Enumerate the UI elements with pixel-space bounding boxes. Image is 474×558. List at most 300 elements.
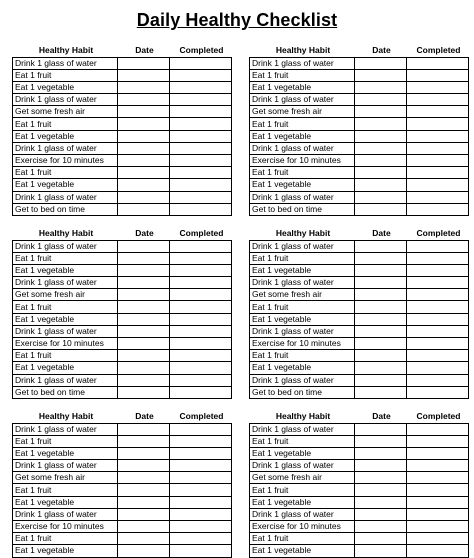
habit-column-header: Healthy Habit (275, 410, 331, 421)
completed-cell[interactable] (407, 289, 469, 301)
table-row (13, 301, 232, 313)
date-cell[interactable] (118, 508, 170, 520)
habit-cell: Get to bed on time (13, 203, 118, 215)
table-row (250, 521, 469, 533)
habit-column-header: Healthy Habit (275, 227, 331, 238)
date-cell[interactable] (118, 545, 170, 557)
date-cell[interactable] (118, 167, 170, 179)
table-row (250, 277, 469, 289)
completed-cell[interactable] (170, 521, 232, 533)
habit-cell: Drink 1 glass of water (250, 460, 355, 472)
table-row (250, 94, 469, 106)
completed-cell[interactable] (170, 423, 232, 435)
completed-cell[interactable] (170, 155, 232, 167)
date-cell[interactable] (355, 521, 407, 533)
table-row (13, 496, 232, 508)
habit-cell: Eat 1 fruit (250, 252, 355, 264)
completed-cell[interactable] (407, 338, 469, 350)
habit-cell: Eat 1 vegetable (250, 130, 355, 142)
table-row (250, 435, 469, 447)
habit-cell: Eat 1 fruit (250, 484, 355, 496)
habit-cell: Get to bed on time (250, 203, 355, 215)
completed-cell[interactable] (170, 94, 232, 106)
completed-column-header: Completed (179, 227, 224, 238)
completed-cell[interactable] (407, 106, 469, 118)
date-cell[interactable] (118, 521, 170, 533)
table-row (250, 167, 469, 179)
date-cell[interactable] (118, 313, 170, 325)
date-cell[interactable] (118, 350, 170, 362)
table-row (250, 57, 469, 69)
date-cell[interactable] (118, 240, 170, 252)
date-cell[interactable] (355, 460, 407, 472)
habit-cell: Eat 1 fruit (250, 301, 355, 313)
table-row (13, 167, 232, 179)
checklist-table (249, 227, 469, 399)
date-cell[interactable] (355, 447, 407, 459)
table-row (250, 496, 469, 508)
completed-cell[interactable] (407, 545, 469, 557)
checklist-table (12, 227, 232, 399)
checklist-table (12, 410, 232, 558)
table-row (13, 81, 232, 93)
date-cell[interactable] (118, 155, 170, 167)
date-cell[interactable] (118, 142, 170, 154)
completed-cell[interactable] (407, 484, 469, 496)
table-header-row (250, 410, 469, 423)
completed-cell[interactable] (407, 374, 469, 386)
habit-column-header: Healthy Habit (38, 227, 94, 238)
habit-cell: Eat 1 vegetable (250, 362, 355, 374)
table-row (13, 386, 232, 398)
date-cell[interactable] (118, 460, 170, 472)
habit-cell: Eat 1 vegetable (250, 179, 355, 191)
table-row (250, 313, 469, 325)
date-cell[interactable] (118, 362, 170, 374)
completed-cell[interactable] (170, 545, 232, 557)
completed-cell[interactable] (170, 386, 232, 398)
habit-cell: Eat 1 fruit (13, 69, 118, 81)
completed-cell[interactable] (170, 191, 232, 203)
completed-cell[interactable] (170, 130, 232, 142)
table-row (250, 484, 469, 496)
completed-cell[interactable] (407, 203, 469, 215)
date-cell[interactable] (355, 179, 407, 191)
completed-cell[interactable] (407, 386, 469, 398)
completed-cell[interactable] (170, 81, 232, 93)
date-cell[interactable] (118, 386, 170, 398)
completed-cell[interactable] (170, 374, 232, 386)
habit-cell: Eat 1 fruit (250, 435, 355, 447)
table-row (13, 350, 232, 362)
habit-cell: Eat 1 vegetable (13, 362, 118, 374)
date-cell[interactable] (355, 118, 407, 130)
date-cell[interactable] (355, 203, 407, 215)
habit-cell: Drink 1 glass of water (13, 94, 118, 106)
checklist-table (12, 44, 232, 216)
table-row (13, 57, 232, 69)
date-cell[interactable] (118, 325, 170, 337)
habit-cell: Drink 1 glass of water (13, 277, 118, 289)
completed-cell[interactable] (407, 57, 469, 69)
completed-cell[interactable] (407, 435, 469, 447)
habit-cell: Drink 1 glass of water (250, 325, 355, 337)
date-cell[interactable] (355, 69, 407, 81)
date-cell[interactable] (118, 191, 170, 203)
completed-cell[interactable] (170, 325, 232, 337)
date-cell[interactable] (355, 338, 407, 350)
habit-cell: Eat 1 vegetable (13, 313, 118, 325)
date-cell[interactable] (355, 264, 407, 276)
completed-cell[interactable] (170, 362, 232, 374)
date-cell[interactable] (355, 374, 407, 386)
completed-cell[interactable] (407, 191, 469, 203)
table-row (13, 142, 232, 154)
completed-column-header: Completed (416, 44, 461, 55)
completed-cell[interactable] (407, 460, 469, 472)
table-header-row (13, 410, 232, 423)
habit-cell: Drink 1 glass of water (250, 277, 355, 289)
habit-cell: Get to bed on time (13, 386, 118, 398)
date-cell[interactable] (355, 533, 407, 545)
completed-cell[interactable] (170, 264, 232, 276)
habit-cell: Eat 1 vegetable (250, 313, 355, 325)
date-cell[interactable] (355, 325, 407, 337)
completed-cell[interactable] (407, 94, 469, 106)
table-header-row (250, 227, 469, 240)
table-row (250, 301, 469, 313)
date-cell[interactable] (118, 57, 170, 69)
date-cell[interactable] (355, 277, 407, 289)
table-row (250, 106, 469, 118)
table-row (13, 362, 232, 374)
completed-cell[interactable] (170, 57, 232, 69)
completed-cell[interactable] (407, 277, 469, 289)
completed-cell[interactable] (170, 496, 232, 508)
habit-cell: Get some fresh air (13, 289, 118, 301)
completed-cell[interactable] (407, 142, 469, 154)
table-row (250, 289, 469, 301)
completed-cell[interactable] (170, 167, 232, 179)
completed-cell[interactable] (170, 472, 232, 484)
completed-cell[interactable] (170, 350, 232, 362)
habit-cell: Eat 1 fruit (13, 350, 118, 362)
table-row (250, 374, 469, 386)
date-cell[interactable] (355, 545, 407, 557)
date-cell[interactable] (118, 289, 170, 301)
completed-column-header: Completed (416, 227, 461, 238)
habit-cell: Eat 1 fruit (250, 533, 355, 545)
completed-cell[interactable] (170, 447, 232, 459)
completed-cell[interactable] (407, 447, 469, 459)
table-row (250, 545, 469, 557)
date-cell[interactable] (118, 130, 170, 142)
completed-cell[interactable] (407, 496, 469, 508)
table-row (13, 252, 232, 264)
completed-cell[interactable] (407, 179, 469, 191)
habit-cell: Eat 1 vegetable (250, 545, 355, 557)
habit-cell: Get some fresh air (250, 106, 355, 118)
habit-cell: Eat 1 vegetable (13, 447, 118, 459)
date-cell[interactable] (355, 484, 407, 496)
habit-cell: Drink 1 glass of water (13, 460, 118, 472)
habit-cell: Get some fresh air (13, 472, 118, 484)
table-row (13, 106, 232, 118)
completed-cell[interactable] (170, 106, 232, 118)
completed-cell[interactable] (407, 508, 469, 520)
completed-cell[interactable] (170, 338, 232, 350)
habit-cell: Eat 1 fruit (13, 435, 118, 447)
habit-cell: Eat 1 vegetable (13, 264, 118, 276)
date-cell[interactable] (355, 191, 407, 203)
table-header-row (13, 227, 232, 240)
completed-cell[interactable] (170, 301, 232, 313)
table-row (13, 447, 232, 459)
table-row (250, 179, 469, 191)
date-cell[interactable] (118, 106, 170, 118)
date-cell[interactable] (118, 69, 170, 81)
habit-cell: Drink 1 glass of water (13, 423, 118, 435)
date-cell[interactable] (355, 313, 407, 325)
completed-cell[interactable] (170, 252, 232, 264)
date-cell[interactable] (118, 277, 170, 289)
habit-cell: Drink 1 glass of water (13, 374, 118, 386)
habit-cell: Drink 1 glass of water (13, 240, 118, 252)
table-row (250, 362, 469, 374)
date-cell[interactable] (118, 374, 170, 386)
table-row (13, 521, 232, 533)
table-row (13, 155, 232, 167)
habit-cell: Exercise for 10 minutes (250, 521, 355, 533)
table-row (250, 142, 469, 154)
table-row (250, 69, 469, 81)
table-row (250, 155, 469, 167)
table-row (250, 252, 469, 264)
table-row (13, 325, 232, 337)
habit-cell: Eat 1 fruit (13, 118, 118, 130)
completed-cell[interactable] (407, 472, 469, 484)
completed-cell[interactable] (407, 362, 469, 374)
date-cell[interactable] (355, 57, 407, 69)
habit-cell: Exercise for 10 minutes (13, 338, 118, 350)
date-cell[interactable] (355, 167, 407, 179)
completed-cell[interactable] (407, 313, 469, 325)
table-row (13, 264, 232, 276)
habit-cell: Exercise for 10 minutes (250, 155, 355, 167)
date-cell[interactable] (355, 386, 407, 398)
habit-cell: Eat 1 vegetable (250, 447, 355, 459)
completed-cell[interactable] (407, 264, 469, 276)
habit-cell: Eat 1 fruit (13, 167, 118, 179)
completed-cell[interactable] (170, 277, 232, 289)
habit-cell: Drink 1 glass of water (250, 374, 355, 386)
date-cell[interactable] (355, 142, 407, 154)
completed-cell[interactable] (407, 301, 469, 313)
table-row (13, 338, 232, 350)
completed-cell[interactable] (407, 69, 469, 81)
completed-cell[interactable] (407, 521, 469, 533)
completed-cell[interactable] (407, 252, 469, 264)
date-cell[interactable] (118, 264, 170, 276)
completed-cell[interactable] (170, 142, 232, 154)
date-cell[interactable] (118, 533, 170, 545)
habit-column-header: Healthy Habit (275, 44, 331, 55)
completed-cell[interactable] (170, 289, 232, 301)
table-row (13, 191, 232, 203)
completed-cell[interactable] (170, 179, 232, 191)
date-cell[interactable] (118, 472, 170, 484)
table-row (250, 350, 469, 362)
completed-cell[interactable] (170, 533, 232, 545)
table-row (250, 240, 469, 252)
completed-cell[interactable] (407, 130, 469, 142)
table-row (13, 484, 232, 496)
date-cell[interactable] (355, 81, 407, 93)
completed-cell[interactable] (407, 325, 469, 337)
date-cell[interactable] (355, 252, 407, 264)
habit-cell: Exercise for 10 minutes (250, 338, 355, 350)
habit-cell: Drink 1 glass of water (250, 57, 355, 69)
table-header-row (250, 44, 469, 57)
date-cell[interactable] (118, 301, 170, 313)
date-cell[interactable] (118, 423, 170, 435)
habit-cell: Get to bed on time (250, 386, 355, 398)
table-row (13, 545, 232, 557)
date-cell[interactable] (355, 289, 407, 301)
date-cell[interactable] (118, 435, 170, 447)
date-cell[interactable] (118, 81, 170, 93)
date-cell[interactable] (355, 350, 407, 362)
table-row (250, 460, 469, 472)
date-cell[interactable] (355, 155, 407, 167)
date-cell[interactable] (118, 203, 170, 215)
habit-cell: Drink 1 glass of water (250, 94, 355, 106)
table-row (13, 94, 232, 106)
date-cell[interactable] (355, 362, 407, 374)
completed-cell[interactable] (170, 484, 232, 496)
date-cell[interactable] (355, 301, 407, 313)
completed-cell[interactable] (170, 435, 232, 447)
date-cell[interactable] (355, 472, 407, 484)
date-column-header: Date (135, 44, 154, 55)
habit-cell: Eat 1 fruit (13, 484, 118, 496)
date-cell[interactable] (118, 496, 170, 508)
date-column-header: Date (135, 227, 154, 238)
date-cell[interactable] (355, 106, 407, 118)
habit-cell: Eat 1 vegetable (13, 130, 118, 142)
date-cell[interactable] (355, 130, 407, 142)
habit-cell: Drink 1 glass of water (13, 508, 118, 520)
completed-cell[interactable] (407, 350, 469, 362)
completed-cell[interactable] (170, 118, 232, 130)
table-row (250, 130, 469, 142)
table-row (13, 240, 232, 252)
habit-cell: Get some fresh air (13, 106, 118, 118)
habit-cell: Eat 1 vegetable (13, 545, 118, 557)
date-cell[interactable] (118, 484, 170, 496)
habit-cell: Eat 1 fruit (13, 252, 118, 264)
completed-cell[interactable] (407, 118, 469, 130)
habit-cell: Eat 1 fruit (13, 301, 118, 313)
habit-cell: Eat 1 vegetable (250, 81, 355, 93)
completed-column-header: Completed (416, 410, 461, 421)
checklist-table (249, 410, 469, 558)
table-row (13, 203, 232, 215)
completed-cell[interactable] (407, 533, 469, 545)
date-column-header: Date (372, 44, 391, 55)
habit-cell: Eat 1 vegetable (13, 179, 118, 191)
table-row (13, 69, 232, 81)
habit-cell: Eat 1 fruit (250, 118, 355, 130)
date-cell[interactable] (118, 118, 170, 130)
habit-cell: Get some fresh air (250, 289, 355, 301)
completed-cell[interactable] (170, 69, 232, 81)
habit-cell: Eat 1 vegetable (13, 81, 118, 93)
completed-cell[interactable] (407, 423, 469, 435)
habit-cell: Drink 1 glass of water (250, 423, 355, 435)
habit-cell: Drink 1 glass of water (250, 240, 355, 252)
date-column-header: Date (372, 410, 391, 421)
completed-cell[interactable] (170, 203, 232, 215)
habit-cell: Eat 1 fruit (250, 69, 355, 81)
table-row (250, 472, 469, 484)
completed-cell[interactable] (407, 155, 469, 167)
date-cell[interactable] (355, 423, 407, 435)
date-cell[interactable] (355, 240, 407, 252)
table-row (250, 81, 469, 93)
table-row (250, 533, 469, 545)
date-cell[interactable] (118, 447, 170, 459)
habit-cell: Exercise for 10 minutes (13, 155, 118, 167)
habit-cell: Drink 1 glass of water (250, 142, 355, 154)
habit-cell: Eat 1 vegetable (250, 264, 355, 276)
habit-cell: Drink 1 glass of water (13, 191, 118, 203)
completed-cell[interactable] (407, 240, 469, 252)
completed-cell[interactable] (170, 313, 232, 325)
table-row (250, 203, 469, 215)
completed-cell[interactable] (170, 508, 232, 520)
date-cell[interactable] (355, 435, 407, 447)
table-row (13, 423, 232, 435)
completed-cell[interactable] (170, 460, 232, 472)
table-row (13, 508, 232, 520)
date-cell[interactable] (118, 94, 170, 106)
table-row (250, 325, 469, 337)
habit-column-header: Healthy Habit (38, 44, 94, 55)
page-title: Daily Healthy Checklist (136, 10, 338, 30)
date-cell[interactable] (355, 496, 407, 508)
habit-cell: Drink 1 glass of water (13, 325, 118, 337)
date-column-header: Date (372, 227, 391, 238)
table-row (250, 191, 469, 203)
table-row (250, 264, 469, 276)
table-row (250, 423, 469, 435)
completed-cell[interactable] (170, 240, 232, 252)
date-cell[interactable] (118, 338, 170, 350)
date-cell[interactable] (355, 94, 407, 106)
date-cell[interactable] (118, 252, 170, 264)
completed-cell[interactable] (407, 81, 469, 93)
habit-cell: Exercise for 10 minutes (13, 521, 118, 533)
completed-cell[interactable] (407, 167, 469, 179)
table-row (13, 130, 232, 142)
habit-cell: Eat 1 vegetable (250, 496, 355, 508)
table-row (250, 386, 469, 398)
date-cell[interactable] (118, 179, 170, 191)
table-row (13, 179, 232, 191)
date-cell[interactable] (355, 508, 407, 520)
table-row (13, 313, 232, 325)
